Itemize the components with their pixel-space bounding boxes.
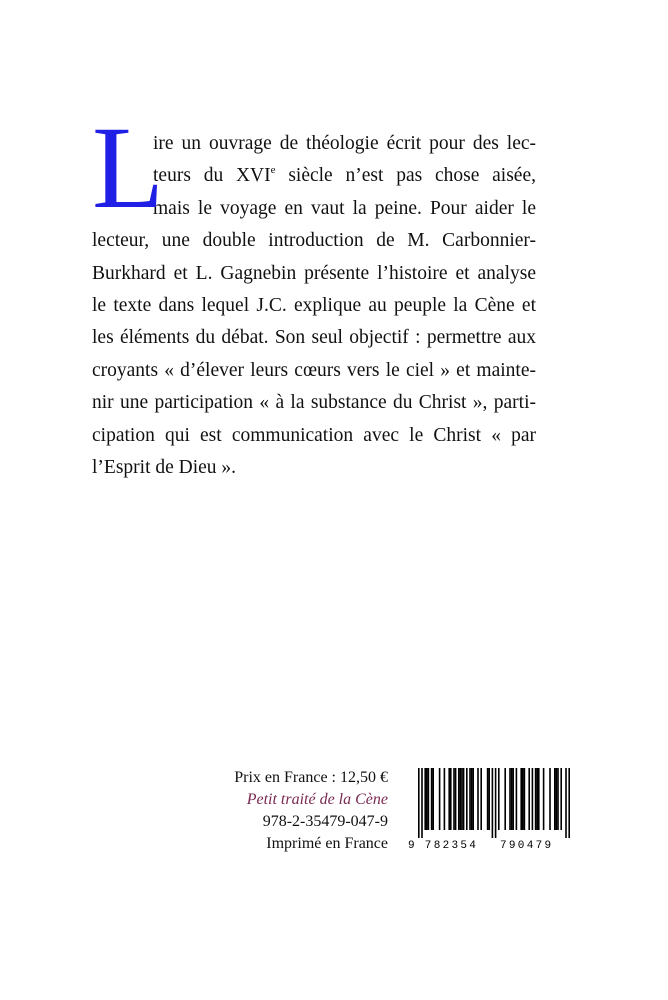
barcode-bar xyxy=(543,768,545,830)
barcode-bar xyxy=(431,768,433,830)
barcode-bar xyxy=(487,768,489,830)
barcode-bar xyxy=(461,768,463,830)
barcode-bar xyxy=(554,768,556,830)
barcode-bar xyxy=(472,768,474,830)
barcode-bar xyxy=(448,768,450,830)
century-superscript: e xyxy=(270,164,276,177)
barcode-bar xyxy=(509,768,511,830)
barcode-bar xyxy=(557,768,559,830)
drop-cap: L xyxy=(92,102,165,233)
barcode-bar xyxy=(536,768,538,830)
blurb-line: nir une participation « à la substance du Christ », parti- xyxy=(92,392,536,414)
barcode-digits: 9 xyxy=(408,840,417,852)
barcode-bar xyxy=(460,768,462,830)
price-label: Prix en France : 12,50 € xyxy=(234,769,388,786)
barcode-bar xyxy=(568,768,570,838)
barcode-bar xyxy=(512,768,514,830)
blurb-line: Burkhard et L. Gagnebin présente l’histoire et analyse xyxy=(92,262,536,284)
barcode-bar xyxy=(471,768,473,830)
barcode-bar xyxy=(453,768,455,830)
barcode-bar xyxy=(455,768,457,830)
blurb-line: ire un ouvrage de théologie écrit pour des lec- xyxy=(153,133,536,154)
barcode-bar xyxy=(495,768,497,838)
barcode-bar xyxy=(428,768,430,830)
barcode-bar xyxy=(511,768,513,830)
barcode-bar xyxy=(488,768,490,830)
blurb-line: lecteur, une double introduction de M. Carbonnier- xyxy=(92,230,536,252)
isbn-label: 978-2-35479-047-9 xyxy=(262,813,388,830)
barcode-bar xyxy=(477,768,479,830)
barcode-bar xyxy=(504,768,506,830)
barcode-bar xyxy=(469,768,471,830)
barcode-bar xyxy=(418,768,420,838)
barcode-bar xyxy=(424,768,426,830)
blurb-line: l’Esprit de Dieu ». xyxy=(92,456,237,478)
barcode-bar xyxy=(524,768,526,830)
barcode-bar xyxy=(439,768,441,830)
printed-label: Imprimé en France xyxy=(266,835,388,852)
barcode-bar xyxy=(432,768,434,830)
barcode-bar xyxy=(549,768,551,830)
blurb-line: mais le voyage en vaut la peine. Pour aider le xyxy=(153,197,536,219)
barcode-bar xyxy=(492,768,494,838)
barcode-bar xyxy=(520,768,522,830)
barcode-bar xyxy=(463,768,465,830)
barcode-bar xyxy=(458,768,460,830)
barcode-bar xyxy=(516,768,518,830)
barcode-graphic xyxy=(406,768,576,852)
barcode-digits: 790479 xyxy=(500,840,554,852)
barcode-bar xyxy=(426,768,428,830)
barcode-bar xyxy=(560,768,562,830)
barcode-digits: 782354 xyxy=(424,840,479,852)
back-cover-blurb xyxy=(92,102,536,484)
book-title: Petit traité de la Cène xyxy=(246,791,388,808)
blurb-line: le texte dans lequel J.C. explique au peuple la Cène et xyxy=(92,294,536,316)
barcode-bar xyxy=(444,768,446,830)
barcode-bar xyxy=(556,768,558,830)
barcode-bar xyxy=(450,768,452,830)
blurb-line: les éléments du débat. Son seul objectif : permettre aux xyxy=(92,327,536,349)
isbn-barcode xyxy=(406,768,576,852)
barcode-bar xyxy=(421,768,423,838)
blurb-line-rest: siècle n’est pas chose aisée, xyxy=(288,165,536,187)
blurb-line: cipation qui est communication avec le Christ « par xyxy=(92,424,536,446)
blurb-line-start: teurs du XVI xyxy=(153,165,271,187)
barcode-bar xyxy=(522,768,524,830)
blurb-line: croyants « d’élever leurs cœurs vers le ciel » et mainte- xyxy=(92,359,536,381)
colophon xyxy=(200,767,388,855)
barcode-bar xyxy=(565,768,567,838)
barcode-bar xyxy=(498,768,500,830)
barcode-bar xyxy=(466,768,468,830)
barcode-bar xyxy=(480,768,482,830)
barcode-bar xyxy=(532,768,534,830)
barcode-bar xyxy=(538,768,540,830)
barcode-bar xyxy=(528,768,530,830)
barcode-bar xyxy=(535,768,537,830)
